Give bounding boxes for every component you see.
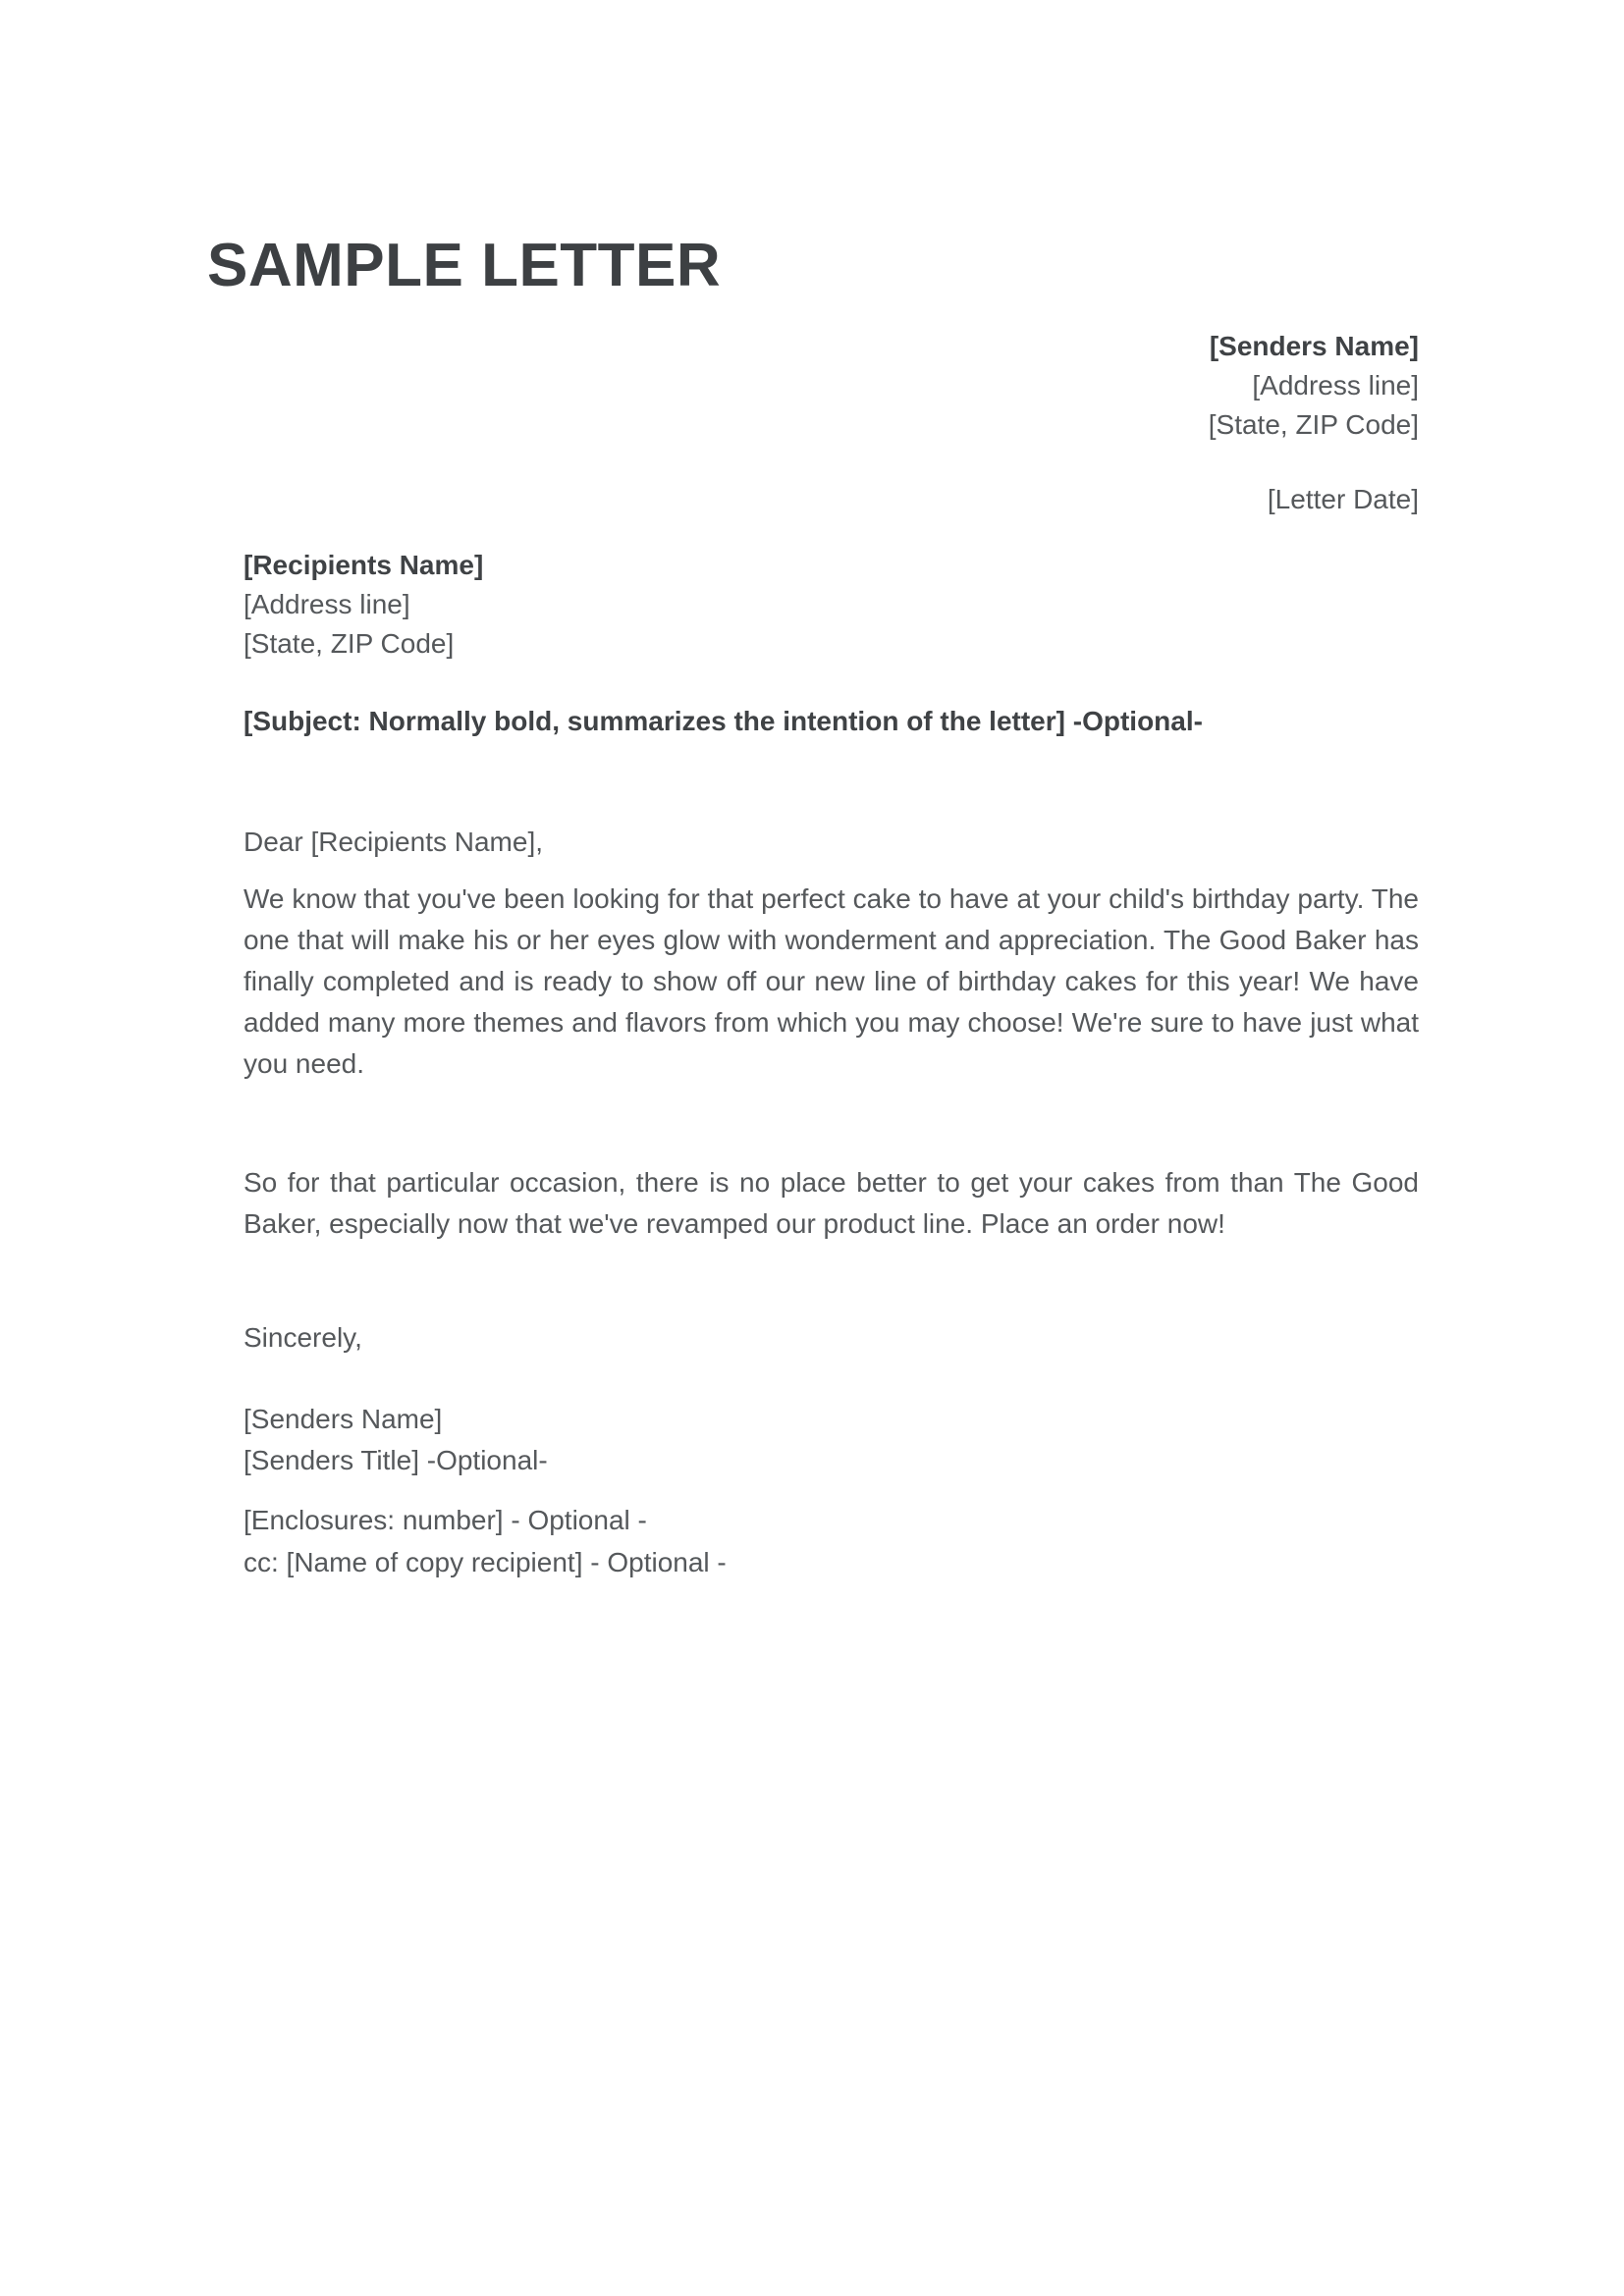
sender-name: [Senders Name] bbox=[1209, 331, 1419, 361]
letter-title: SAMPLE LETTER bbox=[207, 232, 722, 299]
subject-line: [Subject: Normally bold, summarizes the intention of the letter] -Optional- bbox=[244, 706, 1203, 736]
recipient-address-line: [Address line] bbox=[244, 589, 410, 619]
salutation: Dear [Recipients Name], bbox=[244, 827, 544, 857]
recipient-address-block bbox=[244, 546, 483, 664]
body-paragraph-2: So for that particular occasion, there is no place better to get your cakes from than The Good Baker, especially now that we've revamped our product line. Place an order now! bbox=[244, 1167, 1419, 1239]
body-paragraph-1: We know that you've been looking for that perfect cake to have at your child's birthday party. The one that will make his or her eyes glow with wonderment and appreciation. The Good Baker has finally completed and is ready to show off our new line of birthday cakes for this year! We have added many more themes and flavors from which you may choose! We're sure to have just what you need. bbox=[244, 883, 1419, 1079]
signature-sender-title: [Senders Title] -Optional- bbox=[244, 1445, 548, 1475]
cc-line: cc: [Name of copy recipient] - Optional - bbox=[244, 1547, 727, 1577]
closing-line: Sincerely, bbox=[244, 1322, 362, 1353]
signature-block bbox=[244, 1399, 548, 1481]
signature-sender-name: [Senders Name] bbox=[244, 1404, 443, 1434]
enclosures-line: [Enclosures: number] - Optional - bbox=[244, 1505, 647, 1535]
sender-address-line: [Address line] bbox=[1252, 370, 1419, 400]
footer-block bbox=[244, 1499, 727, 1583]
recipient-state-zip: [State, ZIP Code] bbox=[244, 628, 455, 659]
letter-date: [Letter Date] bbox=[1267, 484, 1419, 514]
recipient-name: [Recipients Name] bbox=[244, 550, 484, 580]
sender-address-block bbox=[1209, 327, 1419, 445]
sender-state-zip: [State, ZIP Code] bbox=[1208, 409, 1419, 440]
